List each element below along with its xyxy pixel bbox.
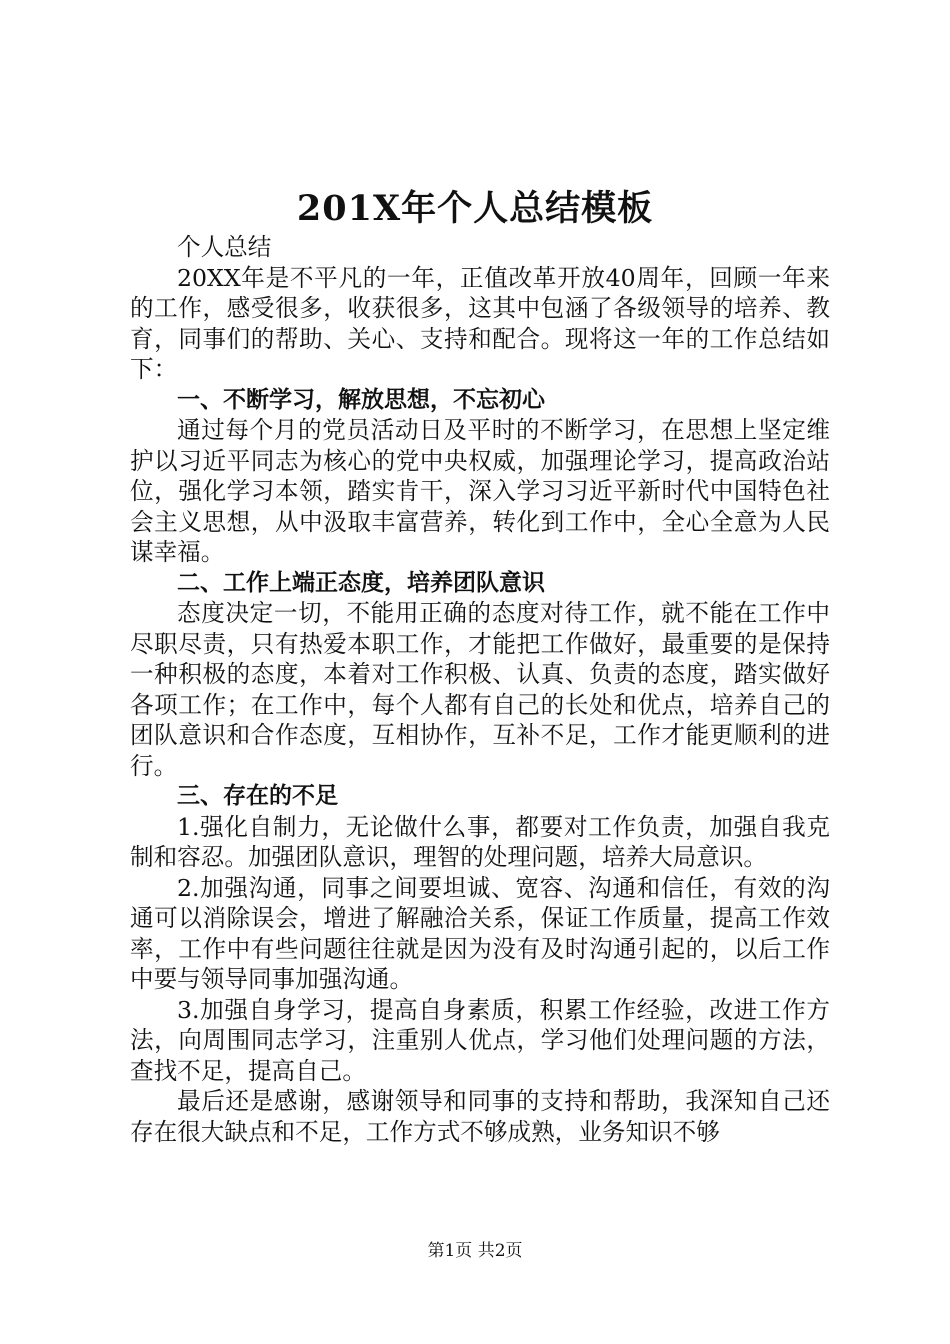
paragraph-intro: 20XX年是不平凡的一年，正值改革开放40周年，回顾一年来的工作，感受很多，收获很多，这其中包涵了各级领导的培养、教育，同事们的帮助、关心、支持和配合。现将这一年的工作总结如下： (130, 263, 830, 383)
section-heading-1: 一、不断学习，解放思想，不忘初心 (177, 386, 545, 413)
paragraph-shortcoming-3: 3.加强自身学习，提高自身素质，积累工作经验，改进工作方法，向周围同志学习，注重别人优点，学习他们处理问题的方法，查找不足，提高自己。 (130, 995, 830, 1085)
paragraph-shortcoming-2: 2.加强沟通，同事之间要坦诚、宽容、沟通和信任，有效的沟通可以消除误会，增进了解融洽关系，保证工作质量，提高工作效率，工作中有些问题往往就是因为没有及时沟通引起的，以后工作中要与领导同事加强沟通。 (130, 873, 830, 993)
section-heading-2: 二、工作上端正态度，培养团队意识 (177, 569, 545, 596)
paragraph-shortcoming-1: 1.强化自制力，无论做什么事，都要对工作负责，加强自我克制和容忍。加强团队意识，理智的处理问题，培养大局意识。 (130, 812, 830, 871)
section-heading-3: 三、存在的不足 (177, 783, 338, 809)
page-footer: 第1页 共2页 (427, 1241, 523, 1261)
paragraph-closing: 最后还是感谢，感谢领导和同事的支持和帮助，我深知自己还存在很大缺点和不足，工作方式不够成熟，业务知识不够 (130, 1087, 830, 1146)
document-title: 201X年个人总结模板 (296, 188, 654, 229)
paragraph-section-2: 态度决定一切，不能用正确的态度对待工作，就不能在工作中尽职尽责，只有热爱本职工作，才能把工作做好，最重要的是保持一种积极的态度，本着对工作积极、认真、负责的态度，踏实做好各项工作；在工作中，每个人都有自己的长处和优点，培养自己的团队意识和合作态度，互相协作，互补不足，工作才能更顺利的进行。 (130, 599, 830, 780)
document-body (130, 232, 830, 1147)
paragraph-section-1: 通过每个月的党员活动日及平时的不断学习，在思想上坚定维护以习近平同志为核心的党中央权威，加强理论学习，提高政治站位，强化学习本领，踏实肯干，深入学习习近平新时代中国特色社会主义思想，从中汲取丰富营养，转化到工作中，全心全意为人民谋幸福。 (130, 416, 830, 566)
paragraph-intro-label: 个人总结 (177, 233, 272, 261)
